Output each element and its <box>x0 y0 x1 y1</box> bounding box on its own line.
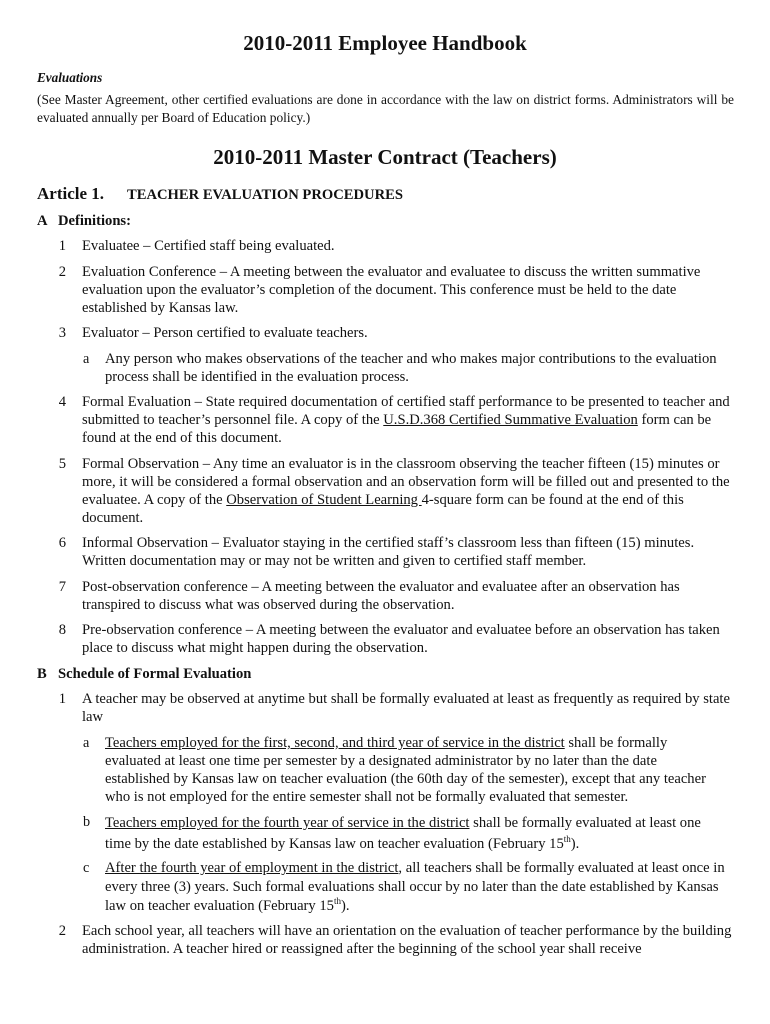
text-segment: ). <box>570 836 580 852</box>
sub-item-letter: b <box>83 814 91 830</box>
section-b-heading: Schedule of Formal Evaluation <box>58 666 252 682</box>
superscript: th <box>333 896 341 907</box>
sub-item-letter: c <box>83 860 90 876</box>
definition-evaluator: Evaluator – Person certified to evaluate teachers. <box>82 325 368 341</box>
item-number: 1 <box>58 691 66 707</box>
text-segment: shall be formally evaluated at least one time by the date established by Kansas law on teacher evaluation (February 15 <box>105 815 701 852</box>
evaluations-note: (See Master Agreement, other certified evaluations are done in accordance with the law on district forms. Administrators will be evaluated annually per Board of Education policy.) <box>37 92 734 125</box>
text-segment: Formal Evaluation – State required documentation of certified staff performance to be presented to teacher and submitted to teacher’s personnel file. A copy of the <box>82 394 730 428</box>
article-label: Article 1. <box>37 184 105 203</box>
text-segment: , all teachers shall be formally evaluated at least once in every three (3) years. Such formal evaluations shall occur by no later than the date established by Kansas law on teacher evaluation (February 15 <box>105 860 725 914</box>
superscript: th <box>563 834 571 845</box>
definition-pre-observation-conference: Pre-observation conference – A meeting between the evaluator and evaluatee before an observation has taken place to discuss what might happen during the observation. <box>82 622 720 656</box>
text-segment: shall be formally evaluated at least one time per semester by a designated administrator by no later than the date established by Kansas law on teacher evaluation (the 60th day of the semester), except that any teacher who is not employed for the entire semester shall not be formally evaluated that semester. <box>105 735 706 805</box>
item-number: 2 <box>58 264 66 280</box>
definition-informal-observation: Informal Observation – Evaluator staying in the certified staff’s classroom less than fifteen (15) minutes. Written documentation may or may not be written and given to certified staff member. <box>82 535 695 569</box>
definition-evaluator-sub-a: Any person who makes observations of the teacher and who makes major contributions to the evaluation process shall be identified in the evaluation process. <box>105 351 717 385</box>
section-a-letter: A <box>37 213 48 229</box>
sub-item-letter: a <box>83 735 90 751</box>
definition-evaluatee: Evaluatee – Certified staff being evaluated. <box>82 238 335 254</box>
observation-form-link[interactable]: Observation of Student Learning <box>226 492 422 508</box>
text-segment: Formal Observation – Any time an evaluator is in the classroom observing the teacher fifteen (15) minutes or more, it will be considered a formal observation and an observation form will be filled out and presented to the evaluatee. A copy of the <box>82 456 730 508</box>
underlined-text: After the fourth year of employment in the district <box>105 860 399 876</box>
definition-formal-evaluation <box>82 393 732 447</box>
schedule-item-1: A teacher may be observed at anytime but shall be formally evaluated at least as frequently as required by state law <box>82 691 730 725</box>
schedule-item-2: Each school year, all teachers will have an orientation on the evaluation of teacher performance by the building administration. A teacher hired or reassigned after the beginning of the school year shall receive <box>82 923 732 957</box>
article-title: TEACHER EVALUATION PROCEDURES <box>127 187 403 203</box>
underlined-text: Teachers employed for the first, second, and third year of service in the district <box>105 735 565 751</box>
text-segment: form can be found at the end of this document. <box>82 412 712 446</box>
schedule-sub-c <box>105 859 730 916</box>
item-number: 6 <box>58 535 66 551</box>
item-number: 8 <box>58 622 66 638</box>
schedule-sub-b <box>105 813 725 855</box>
definition-evaluation-conference: Evaluation Conference – A meeting between the evaluator and evaluatee to discuss the written summative evaluation upon the evaluator’s completion of the document. This conference must be held to the date established by Kansas law. <box>82 264 701 316</box>
underlined-text: Teachers employed for the fourth year of service in the district <box>105 815 470 831</box>
text-segment: ). <box>340 898 350 914</box>
contract-title: 2010-2011 Master Contract (Teachers) <box>213 145 557 169</box>
definition-formal-observation <box>82 455 732 527</box>
item-number: 5 <box>58 456 66 472</box>
item-number: 7 <box>58 579 66 595</box>
item-number: 3 <box>58 325 66 341</box>
item-number: 1 <box>58 238 66 254</box>
summative-evaluation-form-link[interactable]: U.S.D.368 Certified Summative Evaluation <box>383 412 638 428</box>
handbook-title: 2010-2011 Employee Handbook <box>243 31 527 55</box>
text-segment: 4-square form can be found at the end of this document. <box>82 492 684 526</box>
item-number: 4 <box>58 394 66 410</box>
evaluations-heading: Evaluations <box>37 70 103 85</box>
sub-item-letter: a <box>83 351 90 367</box>
definition-post-observation-conference: Post-observation conference – A meeting between the evaluator and evaluatee after an observation has transpired to discuss what was observed during the observation. <box>82 579 680 613</box>
item-number: 2 <box>58 923 66 939</box>
section-a-heading: Definitions: <box>58 213 131 229</box>
section-b-letter: B <box>37 666 47 682</box>
schedule-sub-a <box>105 734 725 806</box>
